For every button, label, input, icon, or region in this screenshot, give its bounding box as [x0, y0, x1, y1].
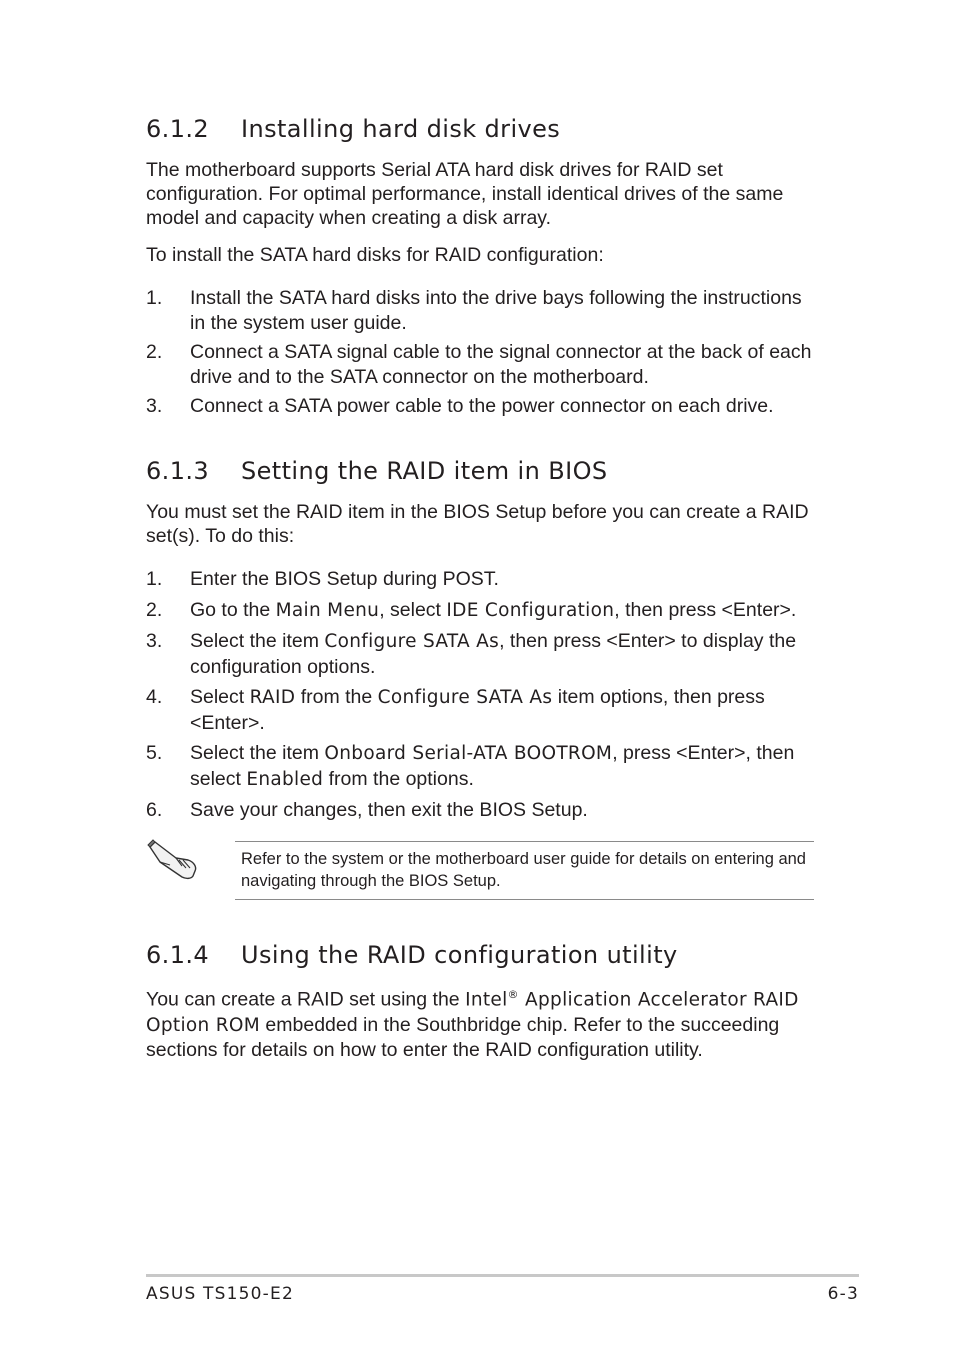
note-hand-icon: [146, 838, 198, 880]
list-item: [146, 598, 818, 624]
rom-name: Application Accelerator RAID Option ROM: [146, 989, 799, 1036]
footer-product-name: ASUS TS150-E2: [146, 1284, 294, 1304]
step-number: 2.: [146, 341, 163, 363]
list-item: [146, 286, 818, 335]
step-text: Enter the BIOS Setup during POST.: [190, 568, 499, 590]
note-bottom-divider: [235, 899, 814, 900]
step-text: item options, then press <Enter>.: [190, 686, 765, 734]
section-number: 6.1.3: [146, 457, 210, 485]
bios-option-name: Enabled: [246, 768, 324, 790]
section-number: 6.1.4: [146, 941, 210, 969]
step-text: Install the SATA hard disks into the drive bays following the instructions in the system user guide.: [190, 287, 802, 334]
intro-text: embedded in the Southbridge chip. Refer to the succeeding sections for details on how to enter the RAID configuration utility.: [146, 1013, 780, 1061]
list-item: [146, 741, 818, 792]
footer-page-number: 6-3: [827, 1284, 859, 1304]
bios-option-name: RAID: [249, 687, 296, 708]
list-item: [146, 394, 818, 419]
bios-menu-name: IDE Configuration: [446, 599, 615, 621]
list-item: [146, 340, 818, 389]
step-number: 1.: [146, 568, 163, 590]
install-steps-list: [146, 286, 818, 419]
step-number: 3.: [146, 395, 163, 417]
step-number: 3.: [146, 630, 163, 652]
step-text: from the: [295, 686, 378, 708]
note-text: Refer to the system or the motherboard user guide for details on entering and navigating through the BIOS Setup.: [241, 850, 806, 890]
intro-text: You can create a RAID set using the: [146, 988, 466, 1011]
step-number: 6.: [146, 799, 163, 821]
section-lead: To install the SATA hard disks for RAID configuration:: [146, 244, 604, 266]
section-intro: You must set the RAID item in the BIOS Setup before you can create a RAID set(s). To do this:: [146, 501, 809, 547]
step-text: Connect a SATA signal cable to the signal connector at the back of each drive and to the SATA connector on the motherboard.: [190, 341, 812, 388]
section-heading-6-1-4: [146, 940, 678, 970]
step-number: 1.: [146, 287, 163, 309]
step-text: , then press <Enter>.: [614, 598, 797, 621]
step-text: , press <Enter>, then select: [190, 742, 795, 790]
section-title: Setting the RAID item in BIOS: [241, 457, 608, 485]
bios-menu-name: Main Menu: [275, 599, 380, 621]
step-text: Select the item: [190, 630, 325, 652]
step-text: Connect a SATA power cable to the power connector on each drive.: [190, 395, 774, 417]
section-intro: The motherboard supports Serial ATA hard disk drives for RAID set configuration. For optimal performance, install identical drives of the same model and capacity when creating a disk array.: [146, 159, 784, 229]
footer-divider: [146, 1274, 859, 1277]
registered-mark: ®: [507, 988, 519, 1001]
bios-steps-list: [146, 567, 818, 823]
section-intro: [146, 983, 818, 1062]
section-number: 6.1.2: [146, 115, 210, 143]
list-item: [146, 685, 818, 735]
step-text: Select the item: [190, 742, 325, 764]
step-text: Go to the: [190, 598, 276, 621]
step-number: 2.: [146, 598, 163, 621]
step-number: 5.: [146, 742, 163, 764]
step-text: , select: [379, 598, 447, 621]
section-heading-6-1-2: [146, 114, 560, 144]
section-title: Installing hard disk drives: [241, 115, 561, 143]
step-number: 4.: [146, 686, 163, 708]
section-title: Using the RAID configuration utility: [241, 941, 678, 969]
bios-item-name: Onboard Serial-ATA BOOTROM: [324, 743, 613, 764]
rom-name: Intel: [465, 989, 508, 1011]
list-item: [146, 798, 818, 823]
step-text: Select: [190, 686, 250, 708]
note-top-divider: [235, 841, 814, 842]
step-text: , then press <Enter> to display the configuration options.: [190, 630, 797, 678]
list-item: [146, 629, 818, 679]
bios-item-name: Configure SATA As: [324, 631, 500, 652]
section-heading-6-1-3: [146, 456, 608, 486]
step-text: from the options.: [323, 767, 474, 790]
step-text: Save your changes, then exit the BIOS Setup.: [190, 799, 588, 821]
list-item: [146, 567, 818, 592]
bios-item-name: Configure SATA As: [377, 687, 553, 708]
